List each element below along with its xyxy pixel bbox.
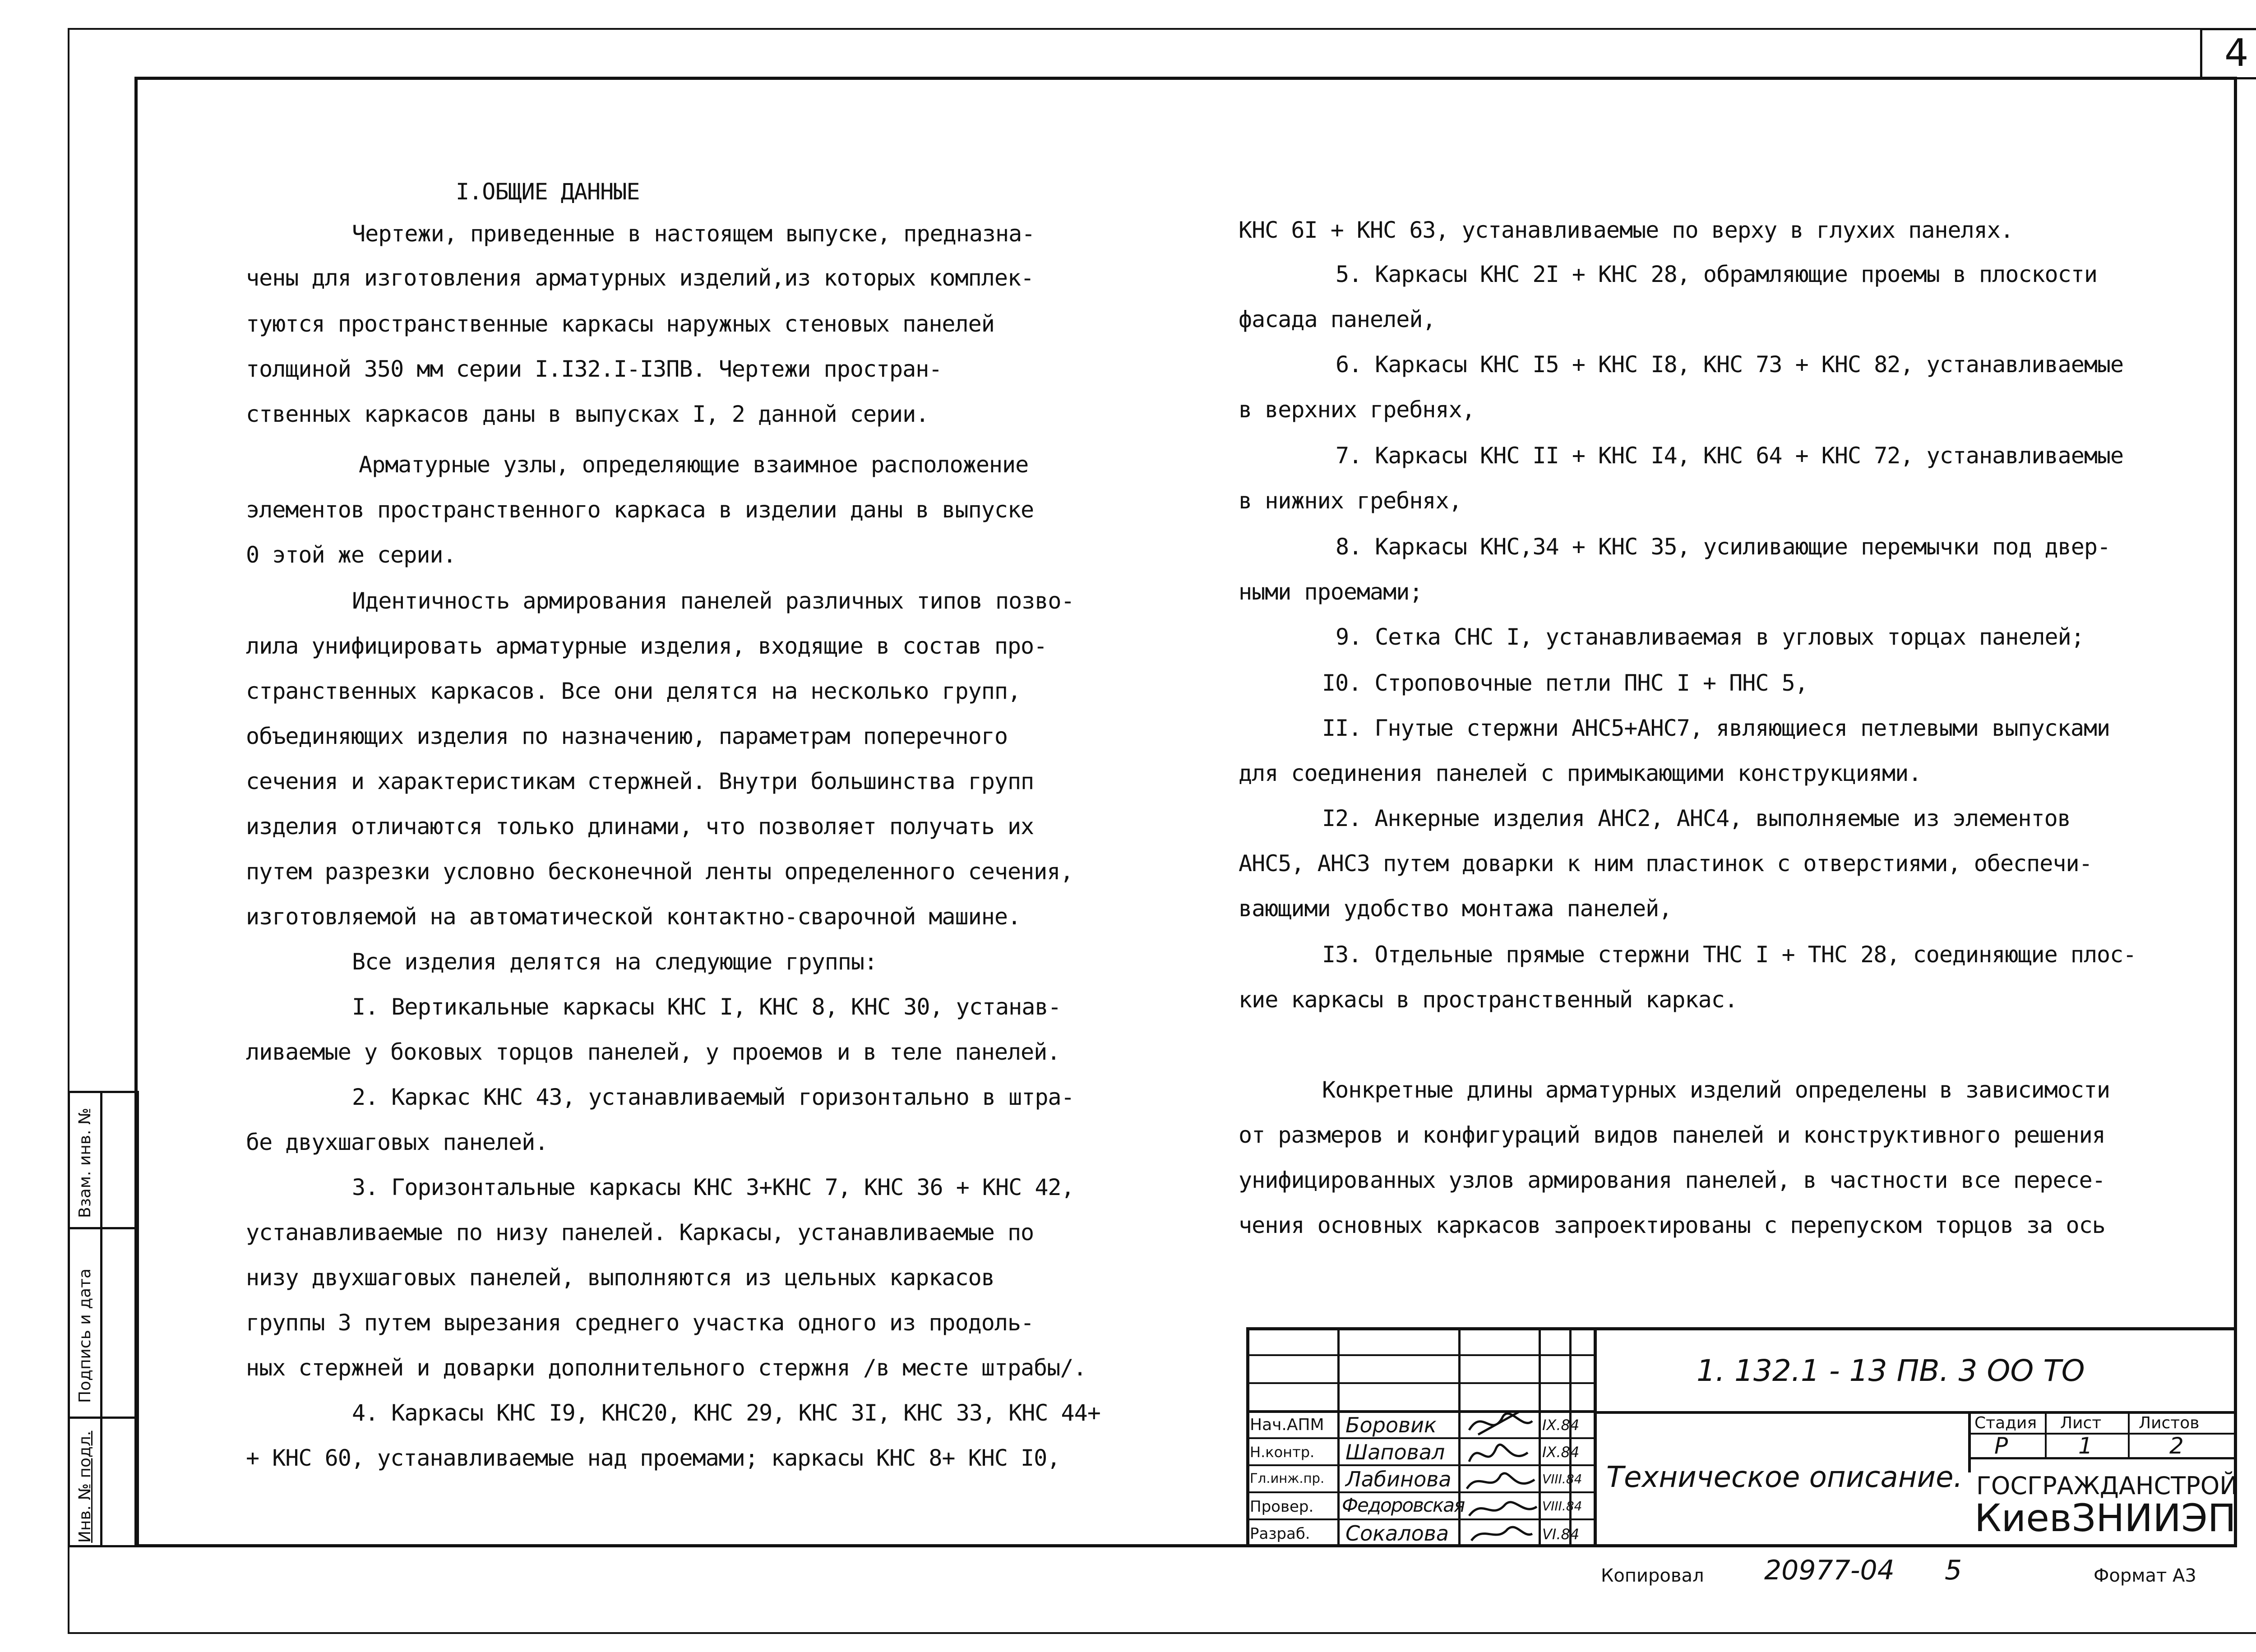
text-line: унифицированных узлов армирования панелей, в частности все пересе-	[1239, 1167, 2105, 1193]
text-line: КНС 6I + КНС 63, устанавливаемые по верху в глухих панелях.	[1239, 217, 2014, 243]
text-line: вающими удобство монтажа панелей,	[1239, 895, 1672, 922]
side-stamp-replace-inv: Взам. инв. №	[76, 1107, 94, 1218]
text-line: в верхних гребнях,	[1239, 397, 1475, 423]
signature-role: Гл.инж.пр.	[1250, 1471, 1325, 1486]
drawing-designation: 1. 132.1 - 13 ПВ. 3 ОО ТО	[1697, 1353, 2085, 1388]
copy-index: 5	[1945, 1555, 1962, 1586]
text-line: бе двухшаговых панелей.	[246, 1129, 548, 1155]
text-line: + КНС 60, устанавливаемые над проемами; каркасы КНС 8+ КНС I0,	[246, 1445, 1060, 1471]
signature-name: Боровик	[1345, 1413, 1437, 1437]
text-line: Конкретные длины арматурных изделий определены в зависимости	[1322, 1077, 2110, 1103]
text-line: Идентичность армирования панелей различных типов позво-	[352, 588, 1074, 614]
signature-date: IX.84	[1542, 1417, 1580, 1434]
signature-role: Разраб.	[1250, 1525, 1310, 1543]
signature-name: Федоровская	[1342, 1494, 1465, 1516]
signature-role: Нач.АПМ	[1250, 1416, 1324, 1434]
text-line: чены для изготовления арматурных изделий,из которых комплек-	[246, 265, 1034, 291]
text-line: объединяющих изделия по назначению, параметрам поперечного	[246, 723, 1008, 749]
text-line: устанавливаемые по низу панелей. Каркасы, устанавливаемые по	[246, 1219, 1034, 1246]
text-line: кие каркасы в пространственный каркас.	[1239, 987, 1738, 1013]
signature-name: Шаповал	[1345, 1440, 1445, 1464]
text-line: изделия отличаются только длинами, что позволяет получать их	[246, 813, 1034, 840]
stage-value: Р	[1994, 1433, 2008, 1459]
text-line: II. Гнутые стержни АНС5+АНС7, являющиеся петлевыми выпусками	[1322, 715, 2110, 741]
text-line: 7. Каркасы КНС II + КНС I4, КНС 64 + КНС 72, устанавливаемые	[1336, 443, 2124, 469]
text-line: АНС5, АНС3 путем доварки к ним пластинок с отверстиями, обеспечи-	[1239, 850, 2092, 877]
text-line: I. Вертикальные каркасы КНС I, КНС 8, КНС 30, устанав-	[352, 994, 1061, 1020]
text-line: для соединения панелей с примыкающими конструкциями.	[1239, 760, 1922, 786]
text-line: Чертежи, приведенные в настоящем выпуске, предназна-	[352, 221, 1035, 247]
text-line: Арматурные узлы, определяющие взаимное расположение	[359, 452, 1029, 478]
format-label: Формат А3	[2094, 1565, 2196, 1586]
text-line: в нижних гребнях,	[1239, 488, 1462, 514]
text-line: элементов пространственного каркаса в изделии даны в выпуске	[246, 497, 1034, 523]
sheets-value: 2	[2169, 1433, 2184, 1459]
text-line: ными проемами;	[1239, 579, 1423, 605]
side-stamp-signature-date: Подпись и дата	[76, 1268, 94, 1403]
text-line: от размеров и конфигураций видов панелей и конструктивного решения	[1239, 1122, 2105, 1148]
text-line: I2. Анкерные изделия АНС2, АНС4, выполняемые из элементов	[1322, 805, 2071, 831]
signature-name: Сокалова	[1345, 1521, 1449, 1546]
page-number: 4	[2224, 31, 2249, 75]
text-line: ливаемые у боковых торцов панелей, у проемов и в теле панелей.	[246, 1039, 1060, 1065]
sheets-header: Листов	[2139, 1414, 2200, 1432]
text-line: ственных каркасов даны в выпусках I, 2 данной серии.	[246, 401, 929, 427]
text-line: странственных каркасов. Все они делятся на несколько групп,	[246, 678, 1021, 704]
handwritten-signatures	[1460, 1403, 1541, 1547]
text-line: I3. Отдельные прямые стержни ТНС I + ТНС 28, соединяющие плос-	[1322, 941, 2136, 968]
text-line: ных стержней и доварки дополнительного стержня /в месте штрабы/.	[246, 1355, 1086, 1381]
text-line: 3. Горизонтальные каркасы КНС 3+КНС 7, КНС 36 + КНС 42,	[352, 1174, 1074, 1200]
text-line: 4. Каркасы КНС I9, КНС20, КНС 29, КНС 3I, КНС 33, КНС 44+	[352, 1400, 1100, 1426]
copy-number: 20977-04	[1764, 1555, 1895, 1586]
text-line: I0. Строповочные петли ПНС I + ПНС 5,	[1322, 670, 1808, 696]
text-line: фасада панелей,	[1239, 306, 1436, 332]
organization-line1: ГОСГРАЖДАНСТРОЙ	[1976, 1472, 2238, 1500]
text-line: 2. Каркас КНС 43, устанавливаемый горизонтально в штра-	[352, 1084, 1074, 1110]
sheet-header: Лист	[2060, 1414, 2102, 1432]
text-line: туются пространственные каркасы наружных стеновых панелей	[246, 311, 994, 337]
text-line: 9. Сетка СНС I, устанавливаемая в угловых торцах панелей;	[1336, 624, 2084, 650]
signature-date: VI.84	[1542, 1526, 1580, 1543]
text-line: Все изделия делятся на следующие группы:	[352, 949, 878, 975]
signature-date: VIII.84	[1542, 1499, 1582, 1514]
text-line: изготовляемой на автоматической контактно-сварочной машине.	[246, 904, 1021, 930]
text-line: 6. Каркасы КНС I5 + КНС I8, КНС 73 + КНС 82, устанавливаемые	[1336, 351, 2124, 378]
text-line: сечения и характеристикам стержней. Внутри большинства групп	[246, 768, 1034, 794]
drawing-title: Техническое описание.	[1606, 1461, 1963, 1494]
signature-date: IX.84	[1542, 1444, 1580, 1461]
text-line: 0 этой же серии.	[246, 542, 456, 568]
stage-header: Стадия	[1974, 1414, 2037, 1432]
organization-line2: КиевЗНИИЭП	[1974, 1496, 2236, 1540]
text-line: путем разрезки условно бесконечной ленты определенного сечения,	[246, 858, 1073, 885]
text-line: группы 3 путем вырезания среднего участка одного из продоль-	[246, 1310, 1034, 1336]
text-line: 8. Каркасы КНС,34 + КНС 35, усиливающие перемычки под двер-	[1336, 534, 2111, 560]
signature-role: Н.контр.	[1250, 1444, 1315, 1461]
signature-role: Провер.	[1250, 1498, 1314, 1516]
text-line: низу двухшаговых панелей, выполняются из цельных каркасов	[246, 1264, 994, 1291]
text-line: толщиной 350 мм серии I.I32.I-I3ПВ. Чертежи простран-	[246, 356, 942, 382]
text-line: чения основных каркасов запроектированы с перепуском торцов за ось	[1239, 1212, 2105, 1238]
section-heading: I.ОБЩИЕ ДАННЫЕ	[456, 179, 640, 205]
signature-date: VIII.84	[1542, 1472, 1582, 1486]
copied-label: Копировал	[1601, 1565, 1704, 1586]
sheet-value: 1	[2078, 1433, 2093, 1459]
signature-name: Лабинова	[1345, 1467, 1452, 1491]
text-line: лила унифицировать арматурные изделия, входящие в состав про-	[246, 633, 1047, 659]
side-stamp-original-inv: Инв. № подл.	[76, 1431, 94, 1543]
text-line: 5. Каркасы КНС 2I + КНС 28, обрамляющие проемы в плоскости	[1336, 261, 2097, 287]
